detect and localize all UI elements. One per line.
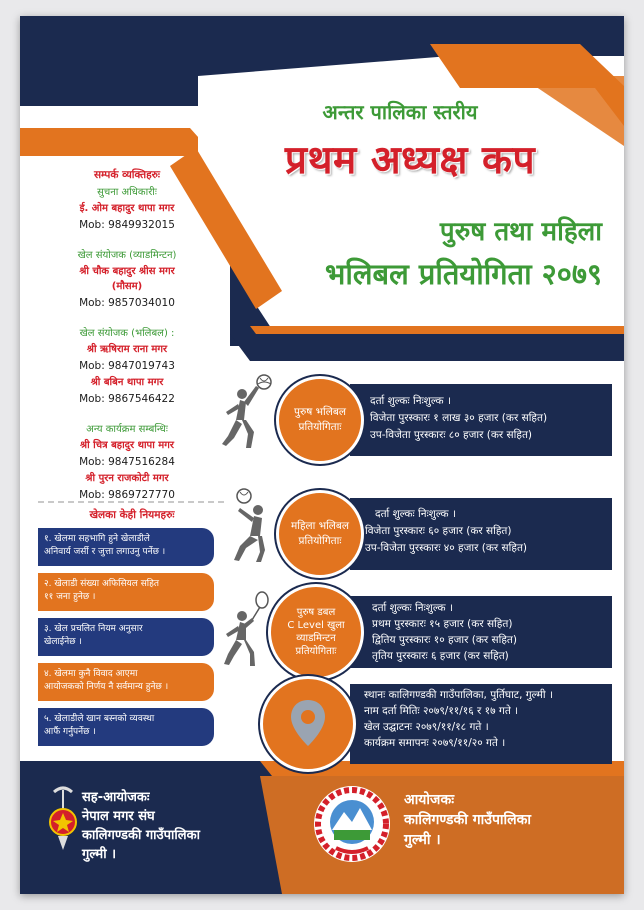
rule-5-line-1: ५. खेलाडीले खान बस्नको व्यवस्था bbox=[44, 714, 155, 724]
other-coord-role: अन्य कार्यक्रम सम्बन्धिः bbox=[86, 424, 168, 435]
badminton-label-4: प्रतियोगिताः bbox=[295, 646, 337, 657]
location-pin-icon bbox=[288, 698, 328, 750]
rules-heading: खेलका केही नियमहरुः bbox=[89, 509, 175, 521]
rule-5-line-2: आफैं गर्नुपर्नेछ । bbox=[44, 727, 96, 737]
women-volleyball-runner-up: उप-विजेता पुरस्कारः ४० हजार (कर सहित) bbox=[365, 542, 528, 554]
volleyball-coord-mobile-2: Mob: 9867546422 bbox=[79, 393, 175, 405]
main-title: प्रथम अध्यक्ष कप bbox=[284, 138, 536, 183]
info-officer-role: सुचना अधिकारीः bbox=[97, 187, 157, 198]
badminton-label-2: C Level खुला bbox=[287, 620, 345, 631]
subtitle: अन्तर पालिका स्तरीय bbox=[322, 100, 478, 124]
venue-opening-date: खेल उद्घाटनः २०७९/११/१८ गते । bbox=[364, 721, 489, 733]
co-organizer-line-2: कालिगण्डकी गाउँपालिका bbox=[82, 828, 200, 843]
contacts-heading: सम्पर्क व्यक्तिहरुः bbox=[93, 169, 161, 181]
organizer-line-2: गुल्मी । bbox=[404, 832, 441, 848]
subtitle-competition: भलिबल प्रतियोगिता २०७९ bbox=[324, 257, 602, 291]
badminton-coord-mobile: Mob: 9857034010 bbox=[79, 297, 175, 309]
rule-item-1 bbox=[38, 528, 214, 566]
event-women-volleyball-badge bbox=[276, 490, 364, 578]
subtitle-gender: पुरुष तथा महिला bbox=[439, 217, 602, 247]
badminton-second-prize: द्वितिय पुरस्कारः १० हजार (कर सहित) bbox=[372, 634, 518, 646]
co-organizer-label: सह-आयोजकः bbox=[82, 790, 150, 805]
rule-3-line-2: खेलाईनेछ । bbox=[44, 637, 82, 647]
female-volleyball-player-icon bbox=[218, 486, 278, 566]
badminton-fee: दर्ता शुल्कः निःशुल्क । bbox=[372, 602, 453, 614]
venue-registration-date: नाम दर्ता मितिः २०७९/११/१६ र १७ गते । bbox=[364, 705, 519, 717]
other-coord-name-2: श्री पुरन राजकोटी मगर bbox=[85, 473, 169, 484]
badminton-label-3: व्याडमिन्टन bbox=[296, 633, 336, 644]
info-officer-mobile: Mob: 9849932015 bbox=[79, 219, 175, 231]
women-volleyball-fee: दर्ता शुल्कः निःशुल्क । bbox=[375, 508, 456, 520]
rules-divider bbox=[38, 501, 224, 505]
volleyball-player-icon bbox=[216, 372, 278, 452]
women-volleyball-label-1: महिला भलिबल bbox=[290, 520, 350, 532]
venue-closing-date: कार्यक्रम समापनः २०७९/११/२० गते । bbox=[364, 737, 506, 749]
info-officer-name: ई. ओम बहादुर थापा मगर bbox=[79, 203, 175, 214]
volleyball-coord-name-2: श्री बबिन थापा मगर bbox=[90, 377, 164, 388]
men-volleyball-fee: दर्ता शुल्कः निःशुल्क । bbox=[370, 395, 451, 407]
rule-item-5 bbox=[38, 708, 214, 746]
organizer-line-1: कालिगण्डकी गाउँपालिका bbox=[404, 812, 532, 828]
municipality-emblem bbox=[310, 782, 394, 866]
volleyball-coord-role: खेल संयोजक (भलिबल) : bbox=[79, 328, 175, 339]
badminton-coord-role: खेल संयोजक (व्याडमिन्टन) bbox=[77, 250, 177, 261]
poster bbox=[20, 16, 624, 894]
badminton-first-prize: प्रथम पुरस्कारः १५ हजार (कर सहित) bbox=[372, 618, 513, 630]
rule-4-line-2: आयोजकको निर्णय नै सर्वमान्य हुनेछ । bbox=[44, 682, 169, 692]
men-volleyball-label-2: प्रतियोगिताः bbox=[298, 421, 342, 433]
rule-1-line-2: अनिवार्य जर्सी र जुत्ता लगाउनु पर्नेछ । bbox=[44, 547, 166, 557]
event-badminton-badge bbox=[268, 584, 364, 680]
co-organizer-line-3: गुल्मी । bbox=[82, 847, 117, 862]
badminton-coord-name: श्री चौक बहादुर श्रीस मगर bbox=[79, 266, 175, 277]
other-coord-mobile-1: Mob: 9847516284 bbox=[79, 456, 175, 468]
co-organizer bbox=[82, 788, 200, 864]
rule-item-2 bbox=[38, 573, 214, 611]
contact-panel bbox=[38, 168, 216, 501]
rule-4-line-1: ४. खेलमा कुनै विवाद आएमा bbox=[44, 669, 138, 679]
venue-badge bbox=[260, 676, 356, 772]
organizer bbox=[404, 790, 531, 850]
rule-item-3 bbox=[38, 618, 214, 656]
organizer-label: आयोजकः bbox=[404, 792, 455, 808]
badminton-label-1: पुरुष डबल bbox=[296, 607, 336, 618]
men-volleyball-runner-up: उप-विजेता पुरस्कारः ८० हजार (कर सहित) bbox=[370, 429, 533, 441]
rule-1-line-1: १. खेलमा सहभागि हुने खेलाडीले bbox=[44, 534, 150, 544]
volleyball-coord-mobile-1: Mob: 9847019743 bbox=[79, 360, 175, 372]
rule-3-line-1: ३. खेल प्रचलित नियम अनुसार bbox=[44, 624, 143, 634]
event-men-volleyball-badge bbox=[276, 376, 364, 464]
rule-item-4 bbox=[38, 663, 214, 701]
other-coord-mobile-2: Mob: 9869727770 bbox=[79, 489, 175, 501]
venue-place: स्थानः कालिगण्डकी गाउँपालिका, पुर्तिघाट, गुल्मी । bbox=[364, 689, 553, 701]
badminton-third-prize: तृतिय पुरस्कारः ६ हजार (कर सहित) bbox=[372, 650, 509, 662]
men-volleyball-winner: विजेता पुरस्कारः १ लाख ३० हजार (कर सहित) bbox=[370, 412, 548, 424]
magar-sangh-logo bbox=[48, 784, 78, 854]
men-volleyball-label-1: पुरुष भलिबल bbox=[294, 406, 346, 418]
volleyball-coord-name-1: श्री ऋषिराम राना मगर bbox=[86, 344, 168, 355]
women-volleyball-label-2: प्रतियोगिताः bbox=[298, 535, 342, 547]
women-volleyball-winner: विजेता पुरस्कारः ६० हजार (कर सहित) bbox=[365, 525, 512, 537]
badminton-coord-nickname: (मौसम) bbox=[111, 281, 143, 292]
rule-2-line-2: ११ जना हुनेछ । bbox=[44, 592, 96, 602]
other-coord-name-1: श्री चित्र बहादुर थापा मगर bbox=[79, 440, 175, 451]
rule-2-line-1: २. खेलाडी संख्या अफिसियल सहित bbox=[44, 579, 160, 589]
co-organizer-line-1: नेपाल मगर संघ bbox=[82, 809, 155, 824]
